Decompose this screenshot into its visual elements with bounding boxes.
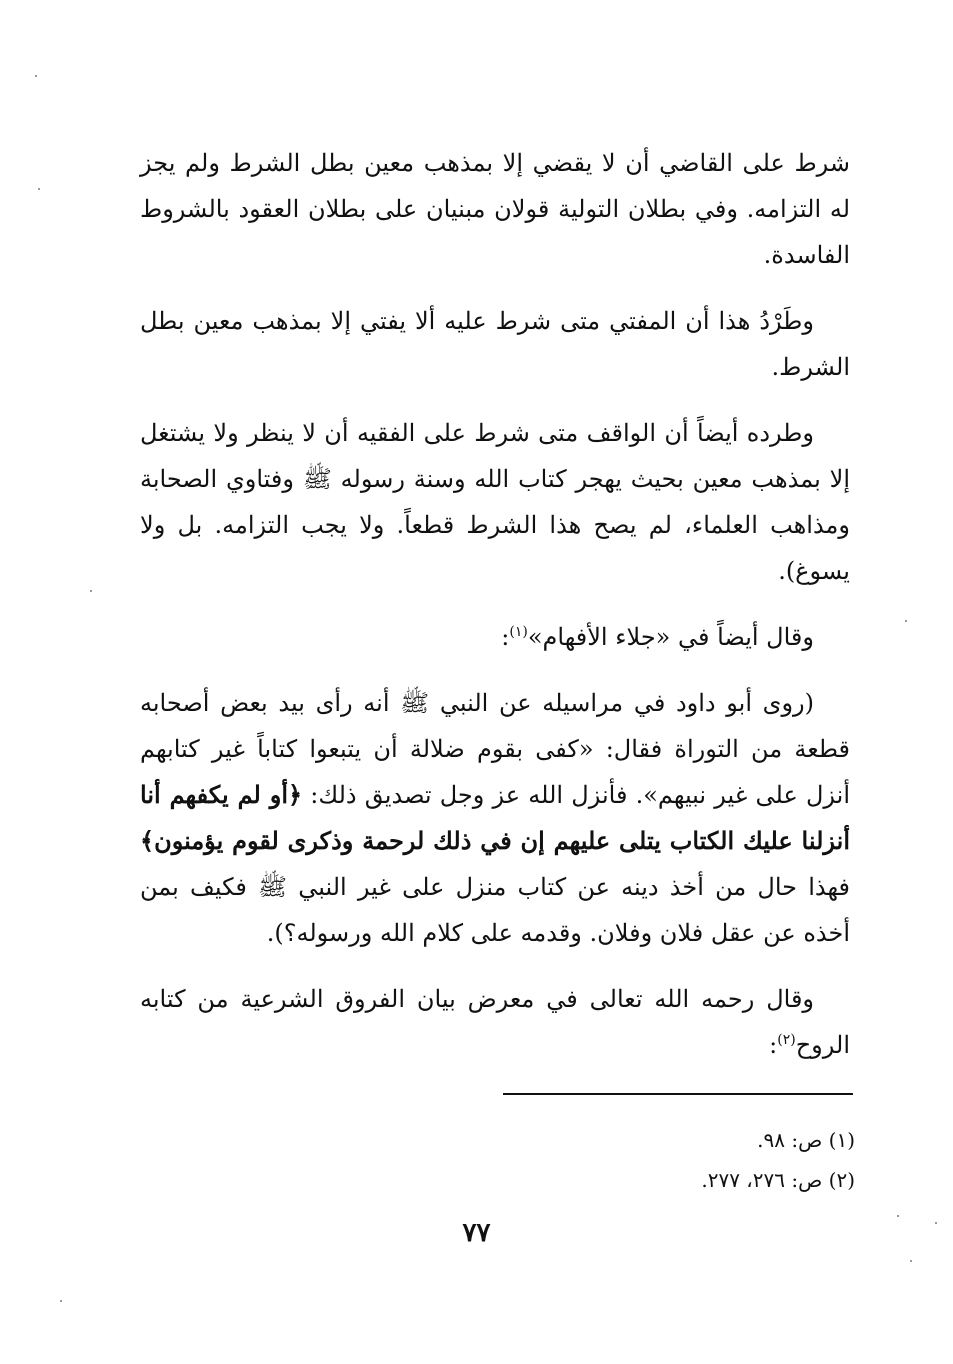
scan-speck: [35, 75, 37, 77]
paragraph-4-text: وقال أيضاً في «جلاء الأفهام»: [527, 623, 814, 651]
footnote-marker-2: (٢): [777, 1032, 796, 1048]
page-number: ٧٧: [462, 1218, 491, 1248]
paragraph-3: [140, 410, 850, 594]
paragraph-5-text: (روى أبو داود في مراسيله عن النبي ﷺ أنه رأى بيد بعض أصحابه قطعة من التوراة فقال: «كفى بقوم ضلالة أن يتبعوا كتاباً غير كتابهم أنزل على غير نبيهم». فأنزل الله عز وجل تصديق ذلك:: [140, 689, 850, 809]
paragraph-5-continuation: فهذا حال من أخذ دينه عن كتاب منزل على غير النبي ﷺ فكيف بمن أخذه عن عقل فلان وفلان. وقدمه على كلام الله ورسوله؟).: [140, 873, 850, 947]
paragraph-2-text: وطَرْدُ هذا أن المفتي متى شرط عليه ألا يفتي إلا بمذهب معين بطل الشرط.: [140, 307, 850, 381]
scan-speck: [935, 1222, 937, 1224]
paragraph-3-text: وطرده أيضاً أن الواقف متى شرط على الفقيه أن لا ينظر ولا يشتغل إلا بمذهب معين بحيث يهجر كتاب الله وسنة رسوله ﷺ وفتاوي الصحابة ومذاهب العلماء، لم يصح هذا الشرط قطعاً. ولا يجب التزامه. بل ولا يسوغ).: [140, 419, 850, 585]
paragraph-4-colon: :: [501, 623, 510, 651]
paragraph-6: [140, 976, 850, 1068]
footnote-marker-1: (١): [509, 624, 528, 640]
paragraph-1: [140, 140, 850, 278]
paragraph-2: [140, 298, 850, 390]
scan-speck: [910, 1260, 912, 1262]
scan-speck: [60, 1300, 62, 1302]
footnotes: [500, 1120, 855, 1200]
main-text: [140, 140, 850, 1088]
scan-speck: [38, 188, 40, 190]
paragraph-5: [140, 680, 850, 956]
footnote-2: (٢) ص: ٢٧٦، ٢٧٧.: [701, 1168, 855, 1192]
quran-verse: ﴿أو لم يكفهم أنا أنزلنا عليك الكتاب يتلى عليهم إن في ذلك لرحمة وذكرى لقوم يؤمنون﴾: [140, 780, 850, 855]
footnote-1: (١) ص: ٩٨.: [757, 1128, 855, 1152]
paragraph-6-text: وقال رحمه الله تعالى في معرض بيان الفروق الشرعية من كتابه الروح: [140, 985, 850, 1059]
scan-speck: [90, 590, 92, 592]
paragraph-1-text: شرط على القاضي أن لا يقضي إلا بمذهب معين بطل الشرط ولم يجز له التزامه. وفي بطلان التولية قولان مبنيان على بطلان العقود بالشروط الفاسدة.: [140, 149, 850, 269]
footnote-separator: [503, 1093, 853, 1095]
paragraph-4: [140, 614, 850, 660]
scan-speck: [897, 1215, 899, 1217]
scan-speck: [905, 620, 907, 622]
paragraph-6-colon: :: [769, 1031, 778, 1059]
